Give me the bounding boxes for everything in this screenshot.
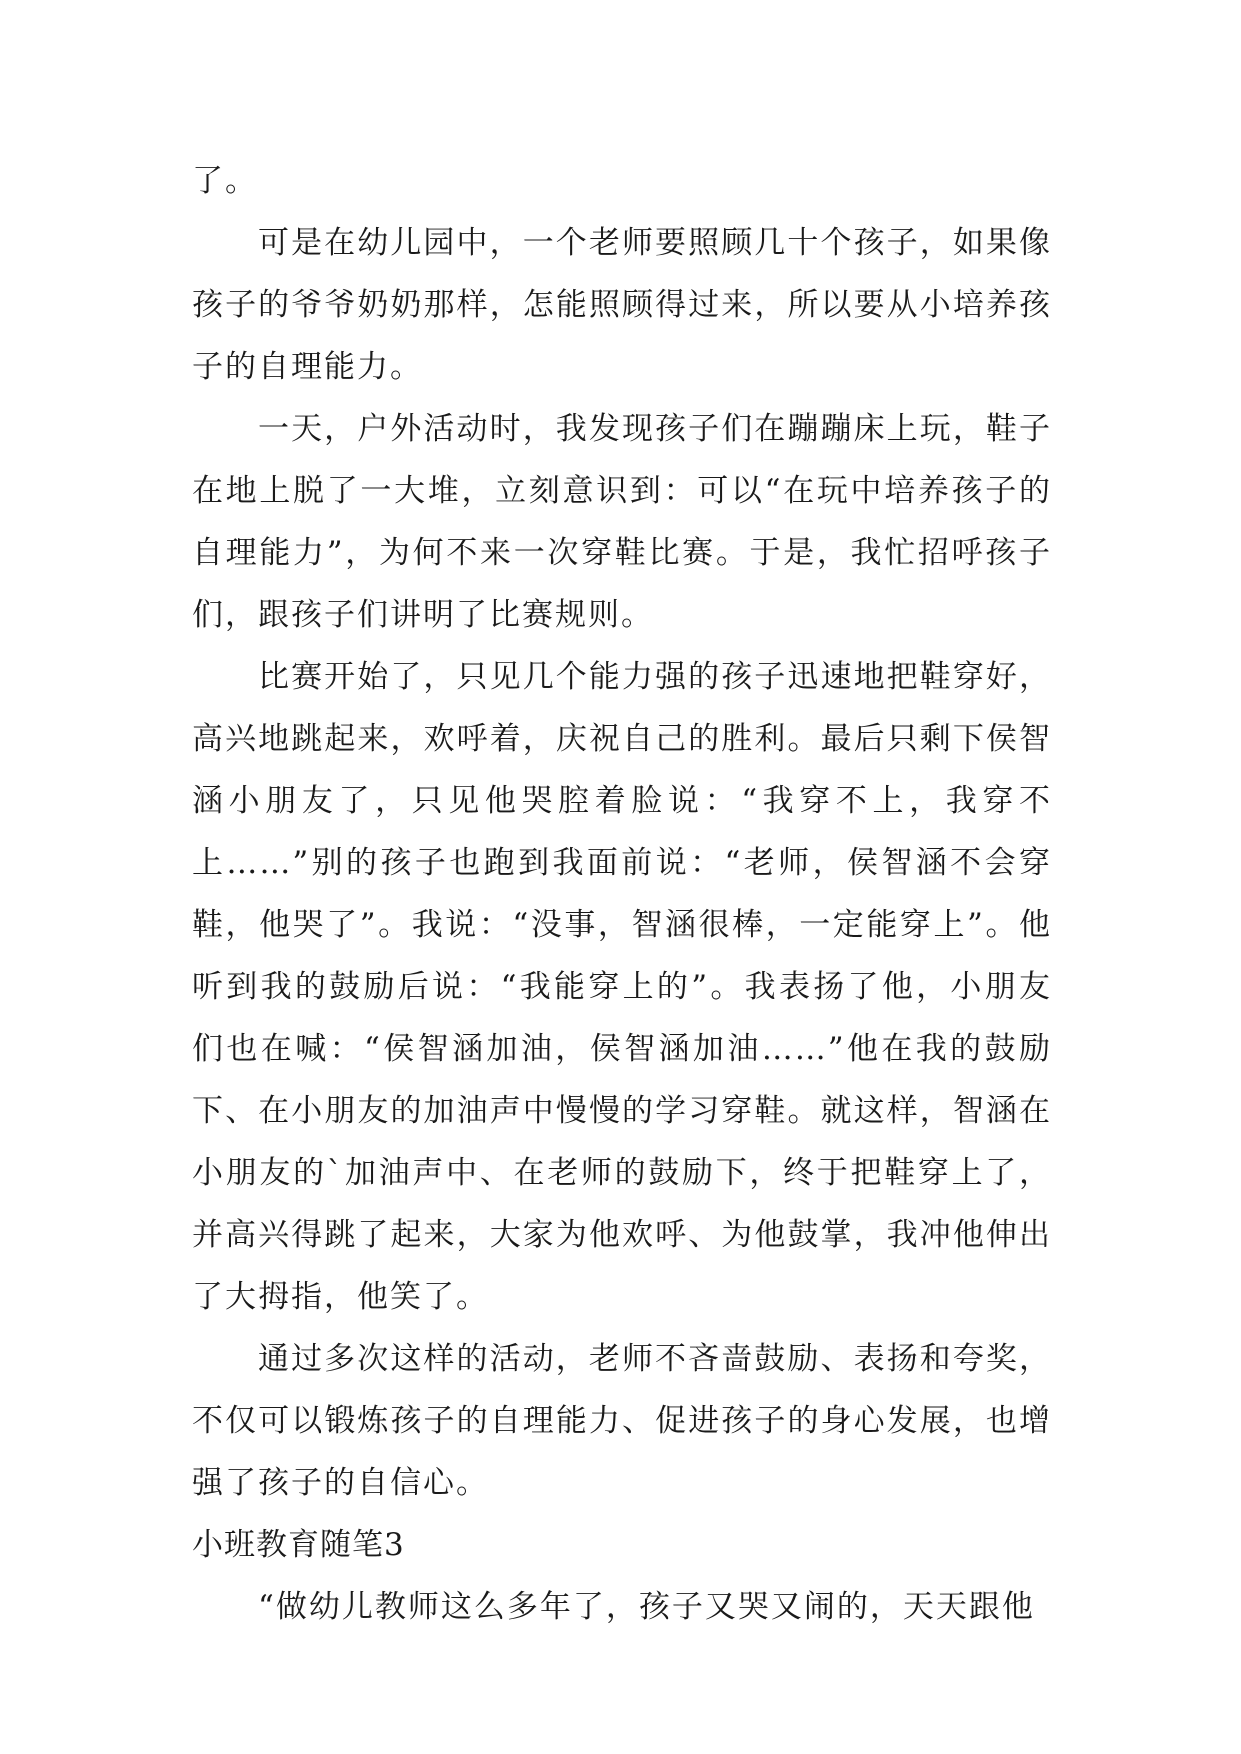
paragraph-2: 可是在幼儿园中，一个老师要照顾几十个孩子，如果像孩子的爷爷奶奶那样，怎能照顾得过来，所以要从小培养孩子的自理能力。: [192, 225, 1052, 385]
paragraph-6: “做幼儿教师这么多年了，孩子又哭又闹的，天天跟他: [258, 1589, 1035, 1625]
paragraph-4: 比赛开始了，只见几个能力强的孩子迅速地把鞋穿好，高兴地跳起来，欢呼着，庆祝自己的胜利。最后只剩下侯智涵小朋友了，只见他哭腔着脸说：“我穿不上，我穿不上……”别的孩子也跑到我面前说：“老师，侯智涵不会穿鞋，他哭了”。我说：“没事，智涵很棒，一定能穿上”。他听到我的鼓励后说：“我能穿上的”。我表扬了他，小朋友们也在喊：“侯智涵加油，侯智涵加油……”他在我的鼓励下、在小朋友的加油声中慢慢的学习穿鞋。就这样，智涵在小朋友的`加油声中、在老师的鼓励下，终于把鞋穿上了，并高兴得跳了起来，大家为他欢呼、为他鼓掌，我冲他伸出了大拇指，他笑了。: [192, 659, 1052, 1315]
paragraph-5: 通过多次这样的活动，老师不吝啬鼓励、表扬和夸奖，不仅可以锻炼孩子的自理能力、促进孩子的身心发展，也增强了孩子的自信心。: [192, 1341, 1052, 1501]
paragraph-1: 了。: [192, 163, 258, 199]
paragraph-3: 一天，户外活动时，我发现孩子们在蹦蹦床上玩，鞋子在地上脱了一大堆，立刻意识到：可以“在玩中培养孩子的自理能力”，为何不来一次穿鞋比赛。于是，我忙招呼孩子们，跟孩子们讲明了比赛规则。: [192, 411, 1052, 633]
section-heading: 小班教育随笔3: [192, 1527, 405, 1563]
document-page: [192, 150, 1052, 1638]
